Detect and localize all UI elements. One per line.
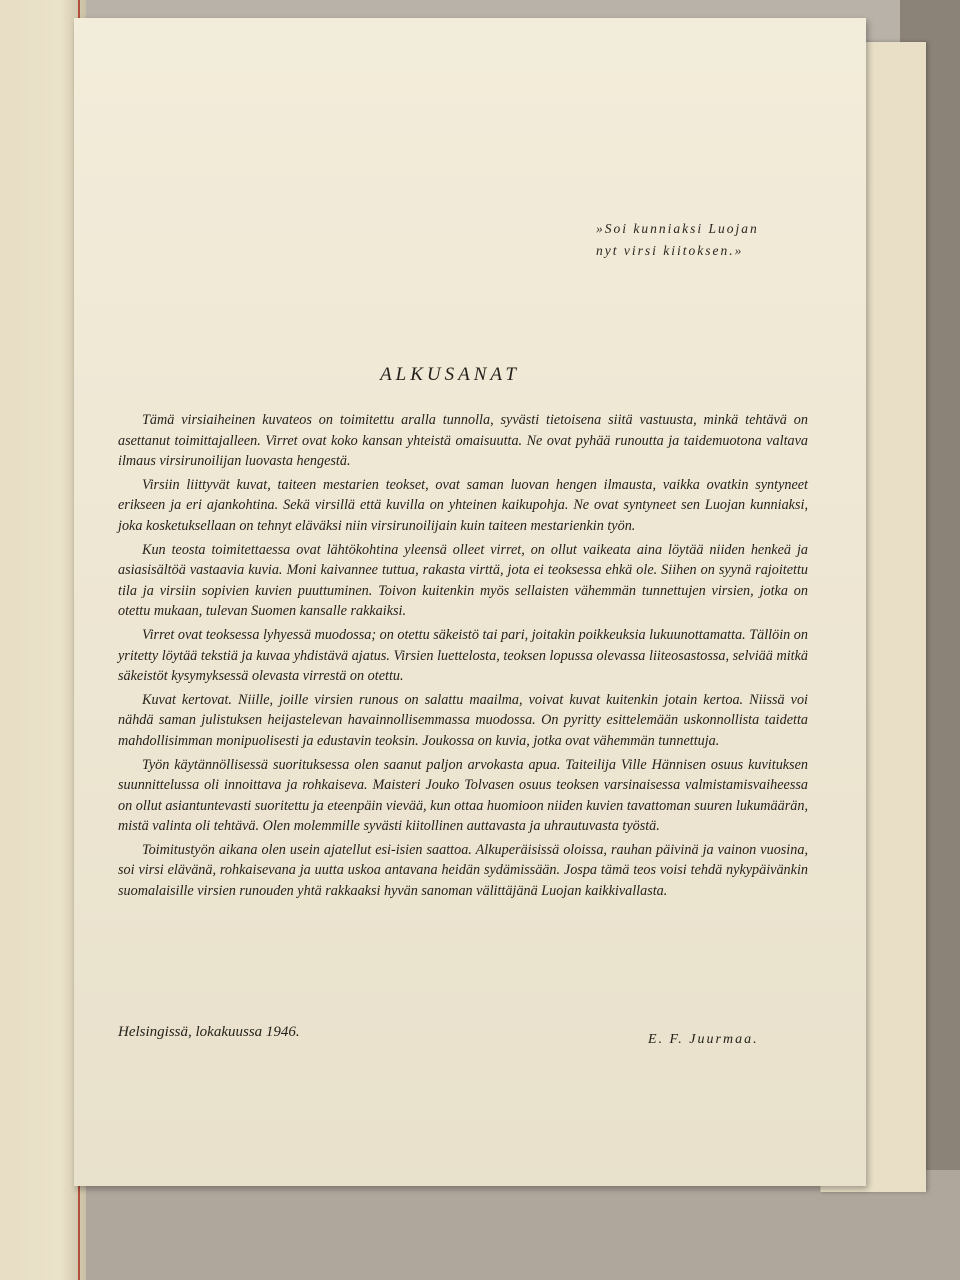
author-signature: E. F. Juurmaa. (648, 1032, 759, 1047)
epigraph-line-1: »Soi kunniaksi Luojan (596, 221, 759, 236)
preface-body (118, 410, 808, 905)
paragraph: Virret ovat teoksessa lyhyessä muodossa; on otettu säkeistö tai pari, joitakin poikkeuksia lukuunottamatta. Tällöin on yritetty löytää tekstiä ja kuvaa yhdistävä ajatus. Virsien luettelosta, teoksen lopussa olevassa liiteosastossa, selviää mitkä säkeistöt kysymyksessä olevasta virrestä on otettu. (118, 626, 808, 685)
background-bottom (0, 1170, 960, 1280)
paragraph: Kuvat kertovat. Niille, joille virsien runous on salattu maailma, voivat kuvat kuitenkin jotain kertoa. Niissä voi nähdä saman julistuksen heijastelevan havainnollisemmassa muodossa. On pyritty esittelemään uskonnollista taidetta mahdollisimman monipuolisesti ja edustavin teoksin. Joukossa on kuvia, jotka ovat vähemmän tunnettuja. (118, 691, 808, 749)
paragraph: Kun teosta toimitettaessa ovat lähtökohtina yleensä olleet virret, on ollut vaikeata aina löytää niiden henkeä ja asiasisältöä vastaavia kuvia. Moni kaivannee tuttua, rakasta virttä, jota ei teoksessa ehkä ole. Siihen on syynä rajoitettu tila ja virsiin sopivien kuvien puuttuminen. Toivon kuitenkin myös sellaisten vähemmän tunnettujen virsien, jotka on otettu mukaan, tulevan Suomen kansalle rakkaiksi. (118, 541, 808, 620)
epigraph-line-2: nyt virsi kiitoksen.» (596, 243, 744, 258)
page-title: ALKUSANAT (380, 364, 520, 385)
paragraph: Virsiin liittyvät kuvat, taiteen mestarien teokset, ovat saman luovan hengen ilmausta, vaikka ovatkin syntyneet erikseen ja eri ajankohtina. Sekä virsillä että kuvilla on yhteinen kaikupohja. Ne ovat syntyneet sen Luojan kunniaksi, joka kosketuksellaan on tehnyt eläväksi niin virsirunoilijain kuin taiteen mestarienkin työn. (118, 476, 808, 534)
paragraph: Työn käytännöllisessä suorituksessa olen saanut paljon arvokasta apua. Taiteilija Ville Hännisen osuus kuvituksen suunnittelussa oli innoittava ja rohkaiseva. Maisteri Jouko Tolvasen osuus teoksen varsinaisessa valmistamisvaiheessa on ollut asiantuntevasti suoritettu ja eteenpäin vievää, kun ottaa huomioon niiden kuvien tavattoman suuren lukumäärän, mistä valinta oli tehtävä. Olen molemmille syvästi kiitollinen auttavasta ja uhrautuvasta työstä. (118, 756, 808, 835)
paragraph: Tämä virsiaiheinen kuvateos on toimitettu aralla tunnolla, syvästi tietoisena siitä vastuusta, minkä tehtävä on asettanut toimittajalleen. Virret ovat koko kansan yhteistä omaisuutta. Ne ovat pyhää runoutta ja taidemuotona valtava ilmaus virsirunoilijan luovasta hengestä. (118, 412, 808, 470)
epigraph (596, 218, 816, 262)
place-and-date: Helsingissä, lokakuussa 1946. (118, 1024, 300, 1040)
paragraph: Toimitustyön aikana olen usein ajatellut esi-isien saattoa. Alkuperäisissä oloissa, rauhan päivinä ja vainon vuosina, soi virsi elävänä, rohkaisevana ja uutta uskoa antavana heidän sydämissään. Jospa tämä teos voisi tehdä nykypäivänkin suomalaisille virsien runouden yhtä rakkaaksi hyvän sanoman välittäjänä Luojan kaikkivallasta. (118, 841, 808, 900)
